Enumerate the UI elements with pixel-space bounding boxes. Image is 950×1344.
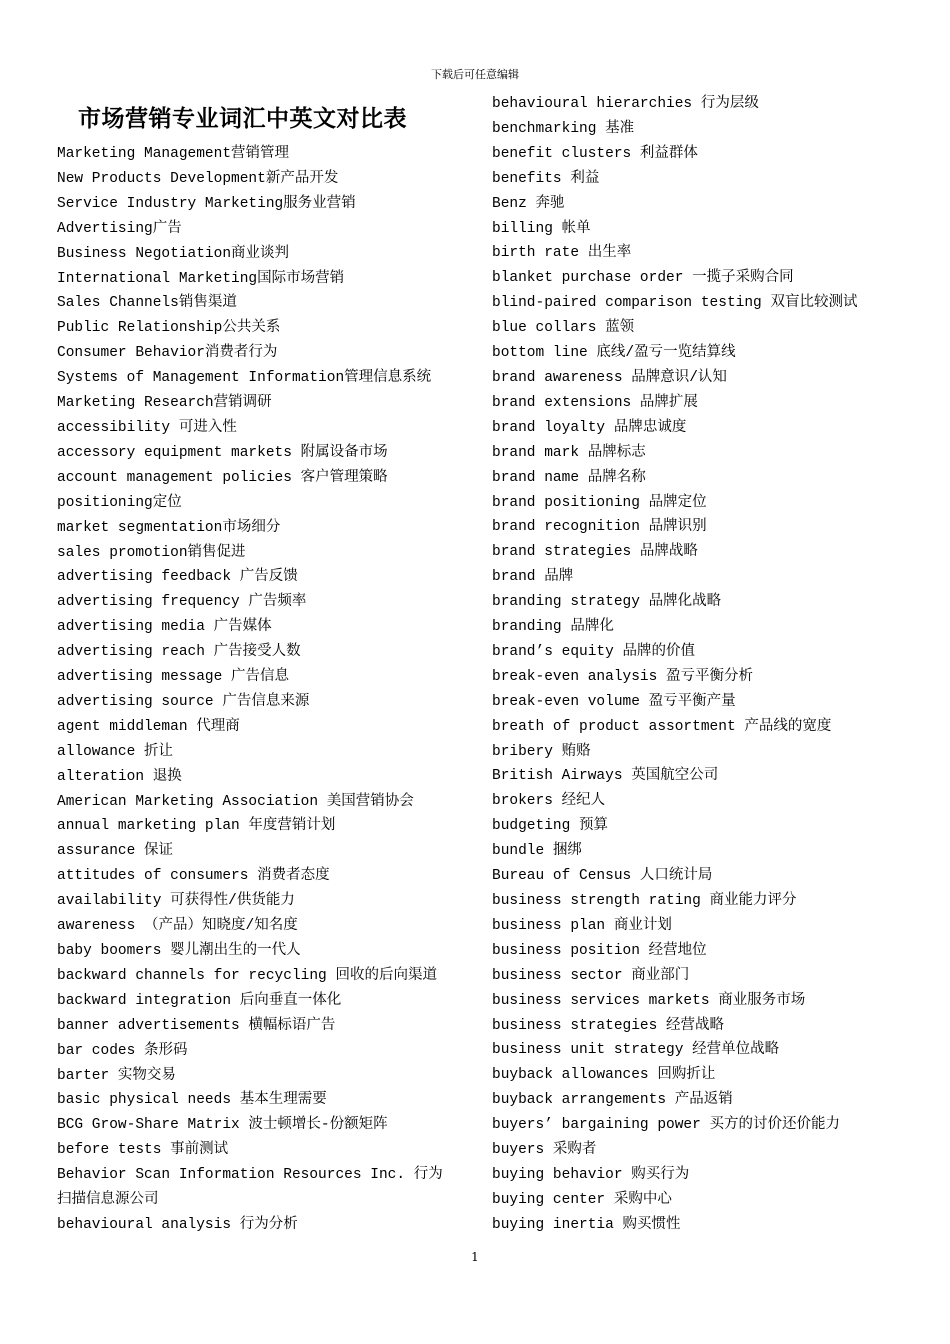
glossary-entry: brand name 品牌名称: [492, 469, 646, 486]
glossary-entry: sales promotion销售促进: [57, 544, 246, 561]
glossary-entry: barter 实物交易: [57, 1067, 176, 1084]
glossary-entry: brand awareness 品牌意识/认知: [492, 369, 727, 386]
glossary-entry: Business Negotiation商业谈判: [57, 245, 290, 262]
glossary-entry: bottom line 底线/盈亏一览结算线: [492, 345, 736, 362]
glossary-entry: budgeting 预算: [492, 818, 609, 835]
glossary-entry: banner advertisements 横幅标语广告: [57, 1017, 336, 1034]
glossary-entry: accessibility 可进入性: [57, 419, 237, 436]
glossary-entry: blanket purchase order 一揽子采购合同: [492, 270, 794, 287]
glossary-entry: accessory equipment markets 附属设备市场: [57, 444, 388, 461]
glossary-entry: billing 帐单: [492, 220, 591, 237]
glossary-entry: positioning定位: [57, 494, 182, 511]
glossary-entry: account management policies 客户管理策略: [57, 469, 388, 486]
glossary-entry: advertising source 广告信息来源: [57, 693, 310, 710]
glossary-entry: business strength rating 商业能力评分: [492, 893, 797, 909]
glossary-entry: Service Industry Marketing服务业营销: [57, 195, 356, 212]
glossary-entry: British Airways 英国航空公司: [492, 768, 719, 785]
glossary-entry: allowance 折让: [57, 743, 174, 760]
glossary-entry: business strategies 经营战略: [492, 1017, 725, 1034]
glossary-entry: Advertising广告: [57, 220, 182, 237]
glossary-entry: buyers 采购者: [492, 1142, 597, 1159]
document-title: 市场营销专业词汇中英文对比表: [78, 106, 407, 132]
glossary-entry: business unit strategy 经营单位战略: [492, 1042, 780, 1059]
glossary-left-column: [57, 142, 457, 1238]
glossary-entry: assurance 保证: [57, 843, 174, 860]
glossary-entry: blue collars 蓝领: [492, 320, 635, 337]
glossary-entry: American Marketing Association 美国营销协会: [57, 793, 414, 810]
glossary-entry: Consumer Behavior消费者行为: [57, 345, 278, 362]
glossary-entry: Marketing Research营销调研: [57, 395, 272, 412]
glossary-entry: advertising frequency 广告频率: [57, 594, 307, 611]
glossary-entry: benefit clusters 利益群体: [492, 145, 698, 162]
glossary-entry: buyback arrangements 产品返销: [492, 1092, 733, 1109]
glossary-entry: availability 可获得性/供货能力: [57, 893, 295, 910]
glossary-entry: business sector 商业部门: [492, 967, 690, 984]
glossary-entry: branding 品牌化: [492, 619, 614, 636]
glossary-entry: advertising reach 广告接受人数: [57, 644, 301, 661]
glossary-entry: Marketing Management营销管理: [57, 146, 290, 162]
glossary-entry: business services markets 商业服务市场: [492, 992, 806, 1009]
glossary-entry: Behavior Scan Information Resources Inc. 行为扫描信息源公司: [57, 1167, 443, 1209]
glossary-entry: backward integration 后向垂直一体化: [57, 992, 342, 1009]
glossary-entry: breath of product assortment 产品线的宽度: [492, 718, 832, 735]
page-number: 1: [471, 1250, 479, 1264]
glossary-entry: behavioural analysis 行为分析: [57, 1216, 298, 1233]
glossary-entry: annual marketing plan 年度营销计划: [57, 818, 336, 835]
glossary-entry: buying inertia 购买惯性: [492, 1216, 681, 1233]
glossary-entry: bundle 捆绑: [492, 843, 582, 860]
glossary-right-column: [492, 92, 912, 1238]
glossary-entry: advertising feedback 广告反馈: [57, 569, 298, 586]
glossary-entry: behavioural hierarchies 行为层级: [492, 96, 759, 112]
glossary-entry: blind-paired comparison testing 双盲比较测试: [492, 295, 858, 312]
glossary-entry: New Products Development新产品开发: [57, 170, 339, 187]
glossary-entry: buyback allowances 回购折让: [492, 1067, 716, 1084]
glossary-entry: buying center 采购中心: [492, 1191, 672, 1208]
page-header: 下载后可任意编辑: [431, 68, 519, 81]
glossary-entry: brokers 经纪人: [492, 793, 606, 810]
glossary-entry: advertising media 广告媒体: [57, 619, 272, 636]
glossary-entry: buying behavior 购买行为: [492, 1166, 690, 1183]
glossary-entry: branding strategy 品牌化战略: [492, 594, 722, 611]
glossary-entry: buyers’ bargaining power 买方的讨价还价能力: [492, 1117, 841, 1134]
glossary-entry: backward channels for recycling 回收的后向渠道: [57, 967, 437, 984]
glossary-entry: advertising message 广告信息: [57, 669, 290, 686]
glossary-entry: brand positioning 品牌定位: [492, 494, 707, 511]
glossary-entry: Sales Channels销售渠道: [57, 295, 237, 312]
glossary-entry: International Marketing国际市场营销: [57, 270, 345, 287]
glossary-entry: Public Relationship公共关系: [57, 320, 281, 337]
glossary-entry: brand recognition 品牌识别: [492, 519, 707, 536]
glossary-entry: Systems of Management Information管理信息系统: [57, 370, 432, 387]
glossary-entry: Benz 奔驰: [492, 195, 565, 212]
glossary-entry: before tests 事前测试: [57, 1142, 229, 1159]
glossary-entry: brand’s equity 品牌的价值: [492, 643, 696, 660]
glossary-entry: agent middleman 代理商: [57, 718, 240, 735]
glossary-entry: business plan 商业计划: [492, 917, 672, 934]
glossary-entry: brand loyalty 品牌忠诚度: [492, 419, 687, 436]
glossary-entry: basic physical needs 基本生理需要: [57, 1092, 327, 1109]
glossary-entry: benchmarking 基准: [492, 120, 635, 137]
glossary-entry: break-even volume 盈亏平衡产量: [492, 693, 736, 710]
glossary-entry: brand extensions 品牌扩展: [492, 394, 698, 411]
glossary-entry: Bureau of Census 人口统计局: [492, 868, 713, 885]
glossary-entry: awareness （产品）知晓度/知名度: [57, 918, 298, 935]
glossary-entry: alteration 退换: [57, 768, 182, 785]
glossary-entry: attitudes of consumers 消费者态度: [57, 868, 330, 885]
glossary-entry: benefits 利益: [492, 170, 600, 187]
glossary-entry: brand 品牌: [492, 569, 574, 586]
glossary-entry: baby boomers 婴儿潮出生的一代人: [57, 943, 301, 959]
glossary-entry: bar codes 条形码: [57, 1042, 188, 1059]
glossary-entry: market segmentation市场细分: [57, 519, 281, 536]
glossary-entry: bribery 贿赂: [492, 743, 591, 760]
glossary-entry: brand strategies 品牌战略: [492, 544, 698, 561]
glossary-entry: BCG Grow-Share Matrix 波士顿增长-份额矩阵: [57, 1117, 388, 1134]
glossary-entry: business position 经营地位: [492, 942, 707, 959]
glossary-entry: birth rate 出生率: [492, 245, 632, 262]
glossary-entry: break-even analysis 盈亏平衡分析: [492, 668, 754, 685]
glossary-entry: brand mark 品牌标志: [492, 444, 646, 461]
